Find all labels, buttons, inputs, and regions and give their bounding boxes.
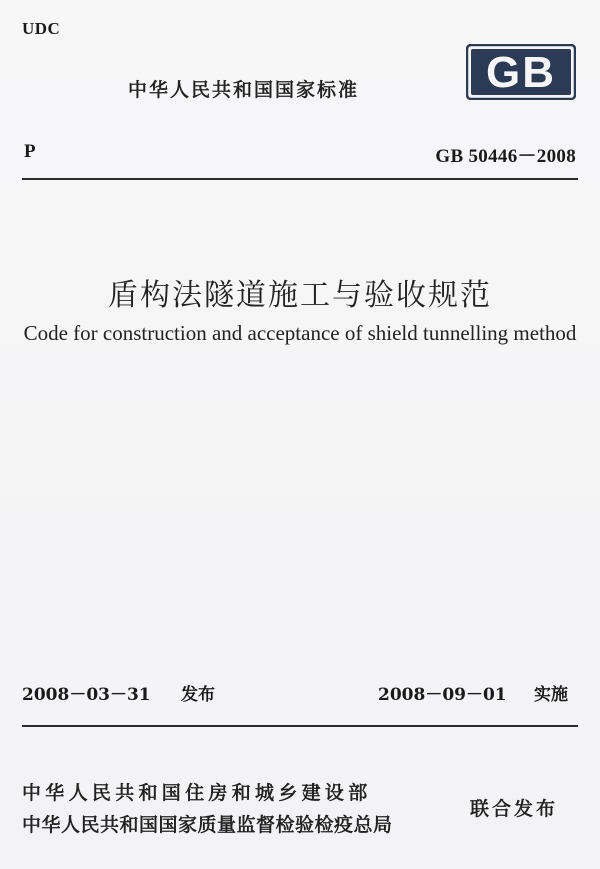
implementation-label: 实施: [534, 685, 568, 705]
document-title-chinese: 盾构法隧道施工与验收规范: [108, 278, 492, 313]
issue-date: 2008－03－31: [22, 685, 151, 705]
bottom-divider: [22, 725, 578, 727]
gb-logo-text: GB: [486, 48, 556, 97]
document-title-english: Code for construction and acceptance of shield tunnelling method: [23, 321, 577, 345]
issue-label: 发布: [181, 685, 215, 705]
joint-issue-label: 联合发布: [470, 798, 559, 820]
implementation-date: 2008－09－01: [378, 685, 507, 705]
gb-logo: [466, 44, 576, 100]
issuer-aqsiq: 中华人民共和国国家质量监督检验检疫总局: [22, 814, 393, 836]
standard-number: GB 50446－2008: [435, 146, 576, 167]
category-letter: P: [24, 141, 36, 162]
standard-type-title: 中华人民共和国国家标准: [128, 79, 360, 101]
udc-label: UDC: [22, 19, 61, 38]
issuer-ministry-housing: 中华人民共和国住房和城乡建设部: [22, 782, 372, 804]
top-divider: [22, 178, 578, 180]
